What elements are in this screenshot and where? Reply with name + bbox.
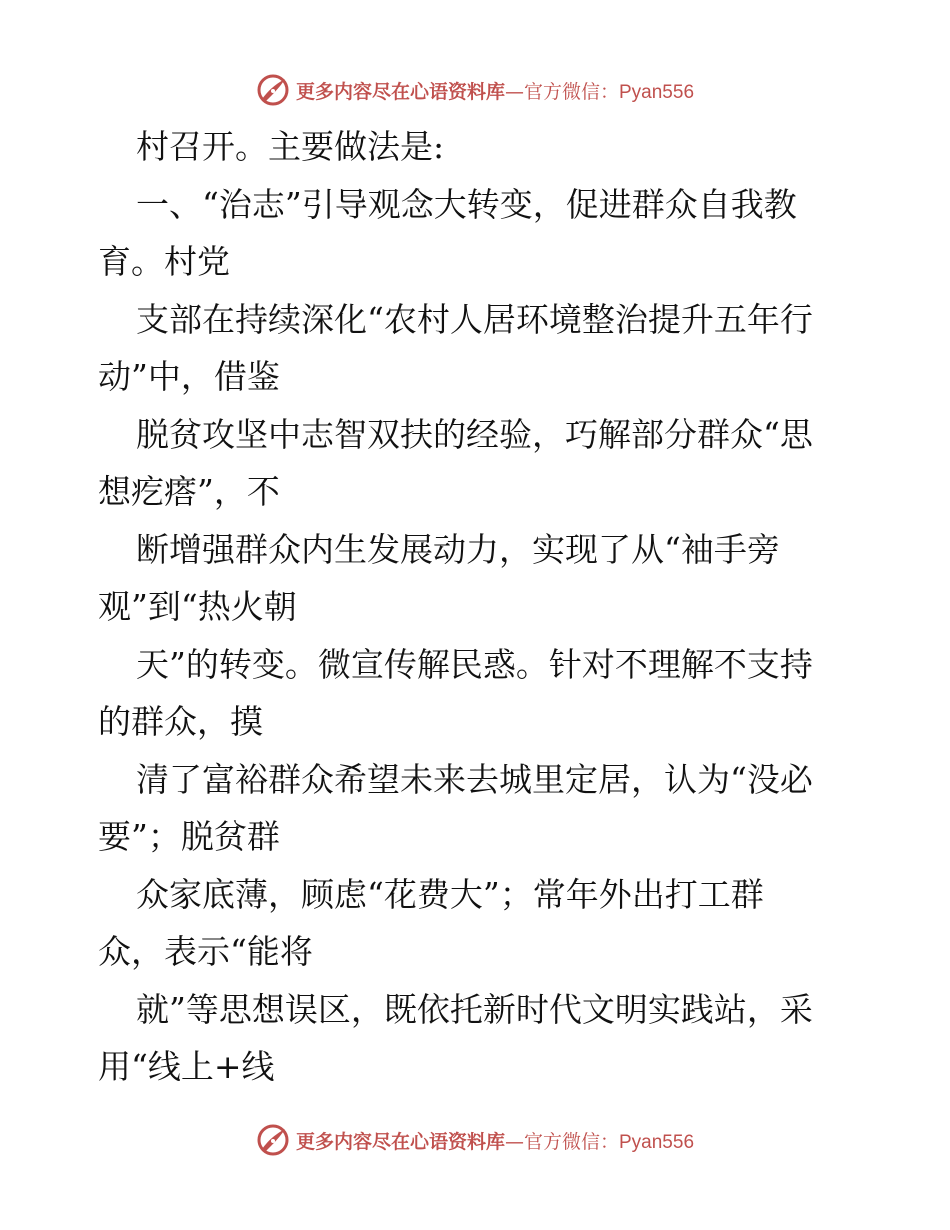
footer-banner [0, 1120, 950, 1160]
text-line: 众家底薄，顾虑“花费大”；常年外出打工群 [136, 874, 764, 914]
text-line: 动”中，借鉴 [98, 357, 280, 396]
text-line: 要”；脱贫群 [98, 817, 280, 856]
footer-brand: 更多内容尽在心语资料库 [295, 1130, 505, 1153]
pen-nib-logo-icon [256, 1123, 290, 1157]
text-line: 村召开。主要做法是: [136, 127, 445, 166]
text-line: 支部在持续深化“农村人居环境整治提升五年行 [136, 299, 813, 339]
footer-banner-inner [256, 1123, 694, 1157]
text-line: 一、“治志”引导观念大转变，促进群众自我教 [136, 184, 797, 224]
header-wechat-label: 官方微信： [523, 80, 619, 103]
text-line: 清了富裕群众希望未来去城里定居，认为“没必 [136, 759, 813, 799]
text-line: 脱贫攻坚中志智双扶的经验，巧解部分群众“思 [136, 414, 813, 454]
header-banner [0, 70, 950, 110]
footer-wechat-id: Pyan556 [619, 1131, 695, 1153]
text-line: 就”等思想误区，既依托新时代文明实践站，采 [136, 989, 813, 1029]
text-line: 育。村党 [98, 242, 230, 281]
footer-wechat-label: 官方微信： [523, 1130, 619, 1153]
footer-banner-text [296, 1127, 694, 1154]
header-wechat-id: Pyan556 [619, 81, 695, 103]
document-body [98, 118, 858, 1096]
text-line: 天”的转变。微宣传解民惑。针对不理解不支持 [136, 644, 813, 684]
pen-nib-logo-icon [256, 73, 290, 107]
text-line: 的群众，摸 [98, 702, 263, 741]
text-line: 用“线上+线 [98, 1047, 275, 1086]
text-line: 断增强群众内生发展动力，实现了从“袖手旁 [136, 529, 780, 569]
footer-separator: — [504, 1130, 524, 1153]
header-banner-inner [256, 73, 694, 107]
text-line: 观”到“热火朝 [98, 587, 297, 626]
header-brand: 更多内容尽在心语资料库 [295, 80, 505, 103]
text-line: 想疙瘩”，不 [98, 472, 280, 511]
header-banner-text [296, 77, 694, 104]
header-separator: — [504, 80, 524, 103]
text-line: 众，表示“能将 [98, 932, 313, 971]
